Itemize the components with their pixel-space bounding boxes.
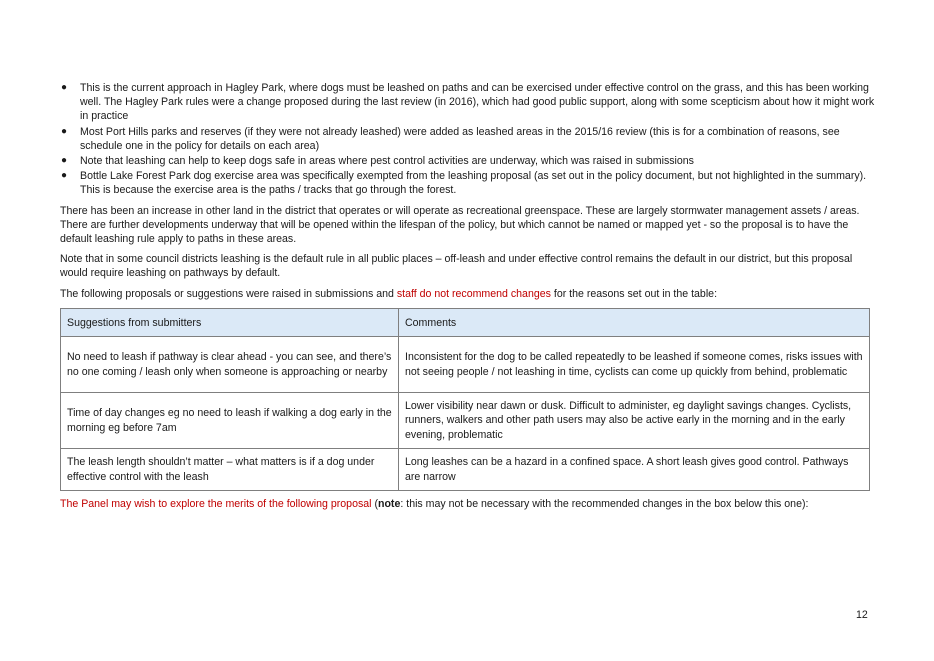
comment-cell: Long leashes can be a hazard in a confined space. A short leash gives good control. Pathways are narrow — [399, 449, 870, 491]
bullet-icon: ● — [61, 82, 68, 93]
proposals-intro-before: The following proposals or suggestions were raised in submissions and — [60, 287, 397, 300]
proposals-intro-after: for the reasons set out in the table: — [550, 287, 718, 300]
council-default-paragraph: Note that in some council districts leashing is the default rule in all public places – off-leash and under effective control remains the default in our district, but this proposal would require leashing on pathways by default. — [60, 253, 853, 280]
bullet-item — [60, 154, 878, 168]
panel-note-bold: note — [377, 498, 401, 511]
bullet-text: Note that leashing can help to keep dogs safe in areas where pest control activities are underway, which was raised in submissions — [80, 155, 694, 168]
greenspace-paragraph: There has been an increase in other land in the district that operates or will operate as recreational greenspace. These are largely stormwater management assets / areas. There are further developments underway that will be opened within the lifespan of the policy, but which cannot be named or mapped yet - so the proposal is to have the default leashing rule apply to paths in these areas. — [60, 204, 860, 246]
bullet-icon: ● — [61, 170, 68, 182]
proposals-intro-highlight: staff do not recommend changes — [396, 287, 551, 300]
table-row — [61, 337, 870, 393]
bullet-icon: ● — [61, 155, 68, 167]
suggestions-table — [60, 308, 870, 491]
bullet-icon: ● — [61, 125, 68, 137]
bullet-item — [60, 125, 878, 153]
bullet-text: This is the current approach in Hagley Park, where dogs must be leashed on paths and can be exercised under effective control on the grass, and this has been working well. The Hagley Park rules were a change proposed during the last review (in 2016), which had good public support, along with some scepticism about how it might work in practice — [80, 82, 875, 123]
bullet-text: Bottle Lake Forest Park dog exercise area was specifically exempted from the leashing proposal (as set out in the policy document, but not highlighted in the summary). This is because the exercise area is the paths / tracks that go through the forest. — [80, 170, 867, 197]
table-header-row — [61, 308, 870, 336]
bullet-item — [60, 169, 878, 197]
page-number: 12 — [856, 609, 868, 621]
table-row — [61, 393, 870, 449]
panel-note — [60, 497, 878, 511]
suggestion-cell: The leash length shouldn’t matter – what matters is if a dog under effective control with the leash — [61, 449, 399, 491]
header-suggestions: Suggestions from submitters — [61, 308, 399, 336]
proposals-intro — [60, 287, 878, 301]
comment-cell: Inconsistent for the dog to be called repeatedly to be leashed if someone comes, risks issues with not seeing people / not leashing in time, cyclists can come up quickly from behind, problematic — [399, 337, 870, 393]
bullet-item — [60, 81, 878, 124]
suggestion-cell: Time of day changes eg no need to leash if walking a dog early in the morning eg before 7am — [61, 393, 399, 449]
page-content — [60, 81, 878, 511]
comment-cell: Lower visibility near dawn or dusk. Difficult to administer, eg daylight savings changes. Cyclists, runners, walkers and other path users may also be active early in the morning and in the early evening, problematic — [399, 393, 870, 449]
panel-note-rest: : this may not be necessary with the recommended changes in the box below this one): — [400, 498, 809, 511]
table-row — [61, 449, 870, 491]
panel-note-open: ( — [371, 498, 378, 511]
bullet-list — [60, 81, 878, 198]
bullet-text: Most Port Hills parks and reserves (if they were not already leashed) were added as leashed areas in the 2015/16 review (this is for a combination of reasons, see schedule one in the policy for details on each area) — [80, 125, 840, 152]
panel-note-red: The Panel may wish to explore the merits of the following proposal — [60, 498, 372, 511]
suggestion-cell: No need to leash if pathway is clear ahead - you can see, and there’s no one coming / leash only when someone is approaching or nearby — [61, 337, 399, 393]
header-comments: Comments — [399, 308, 870, 336]
